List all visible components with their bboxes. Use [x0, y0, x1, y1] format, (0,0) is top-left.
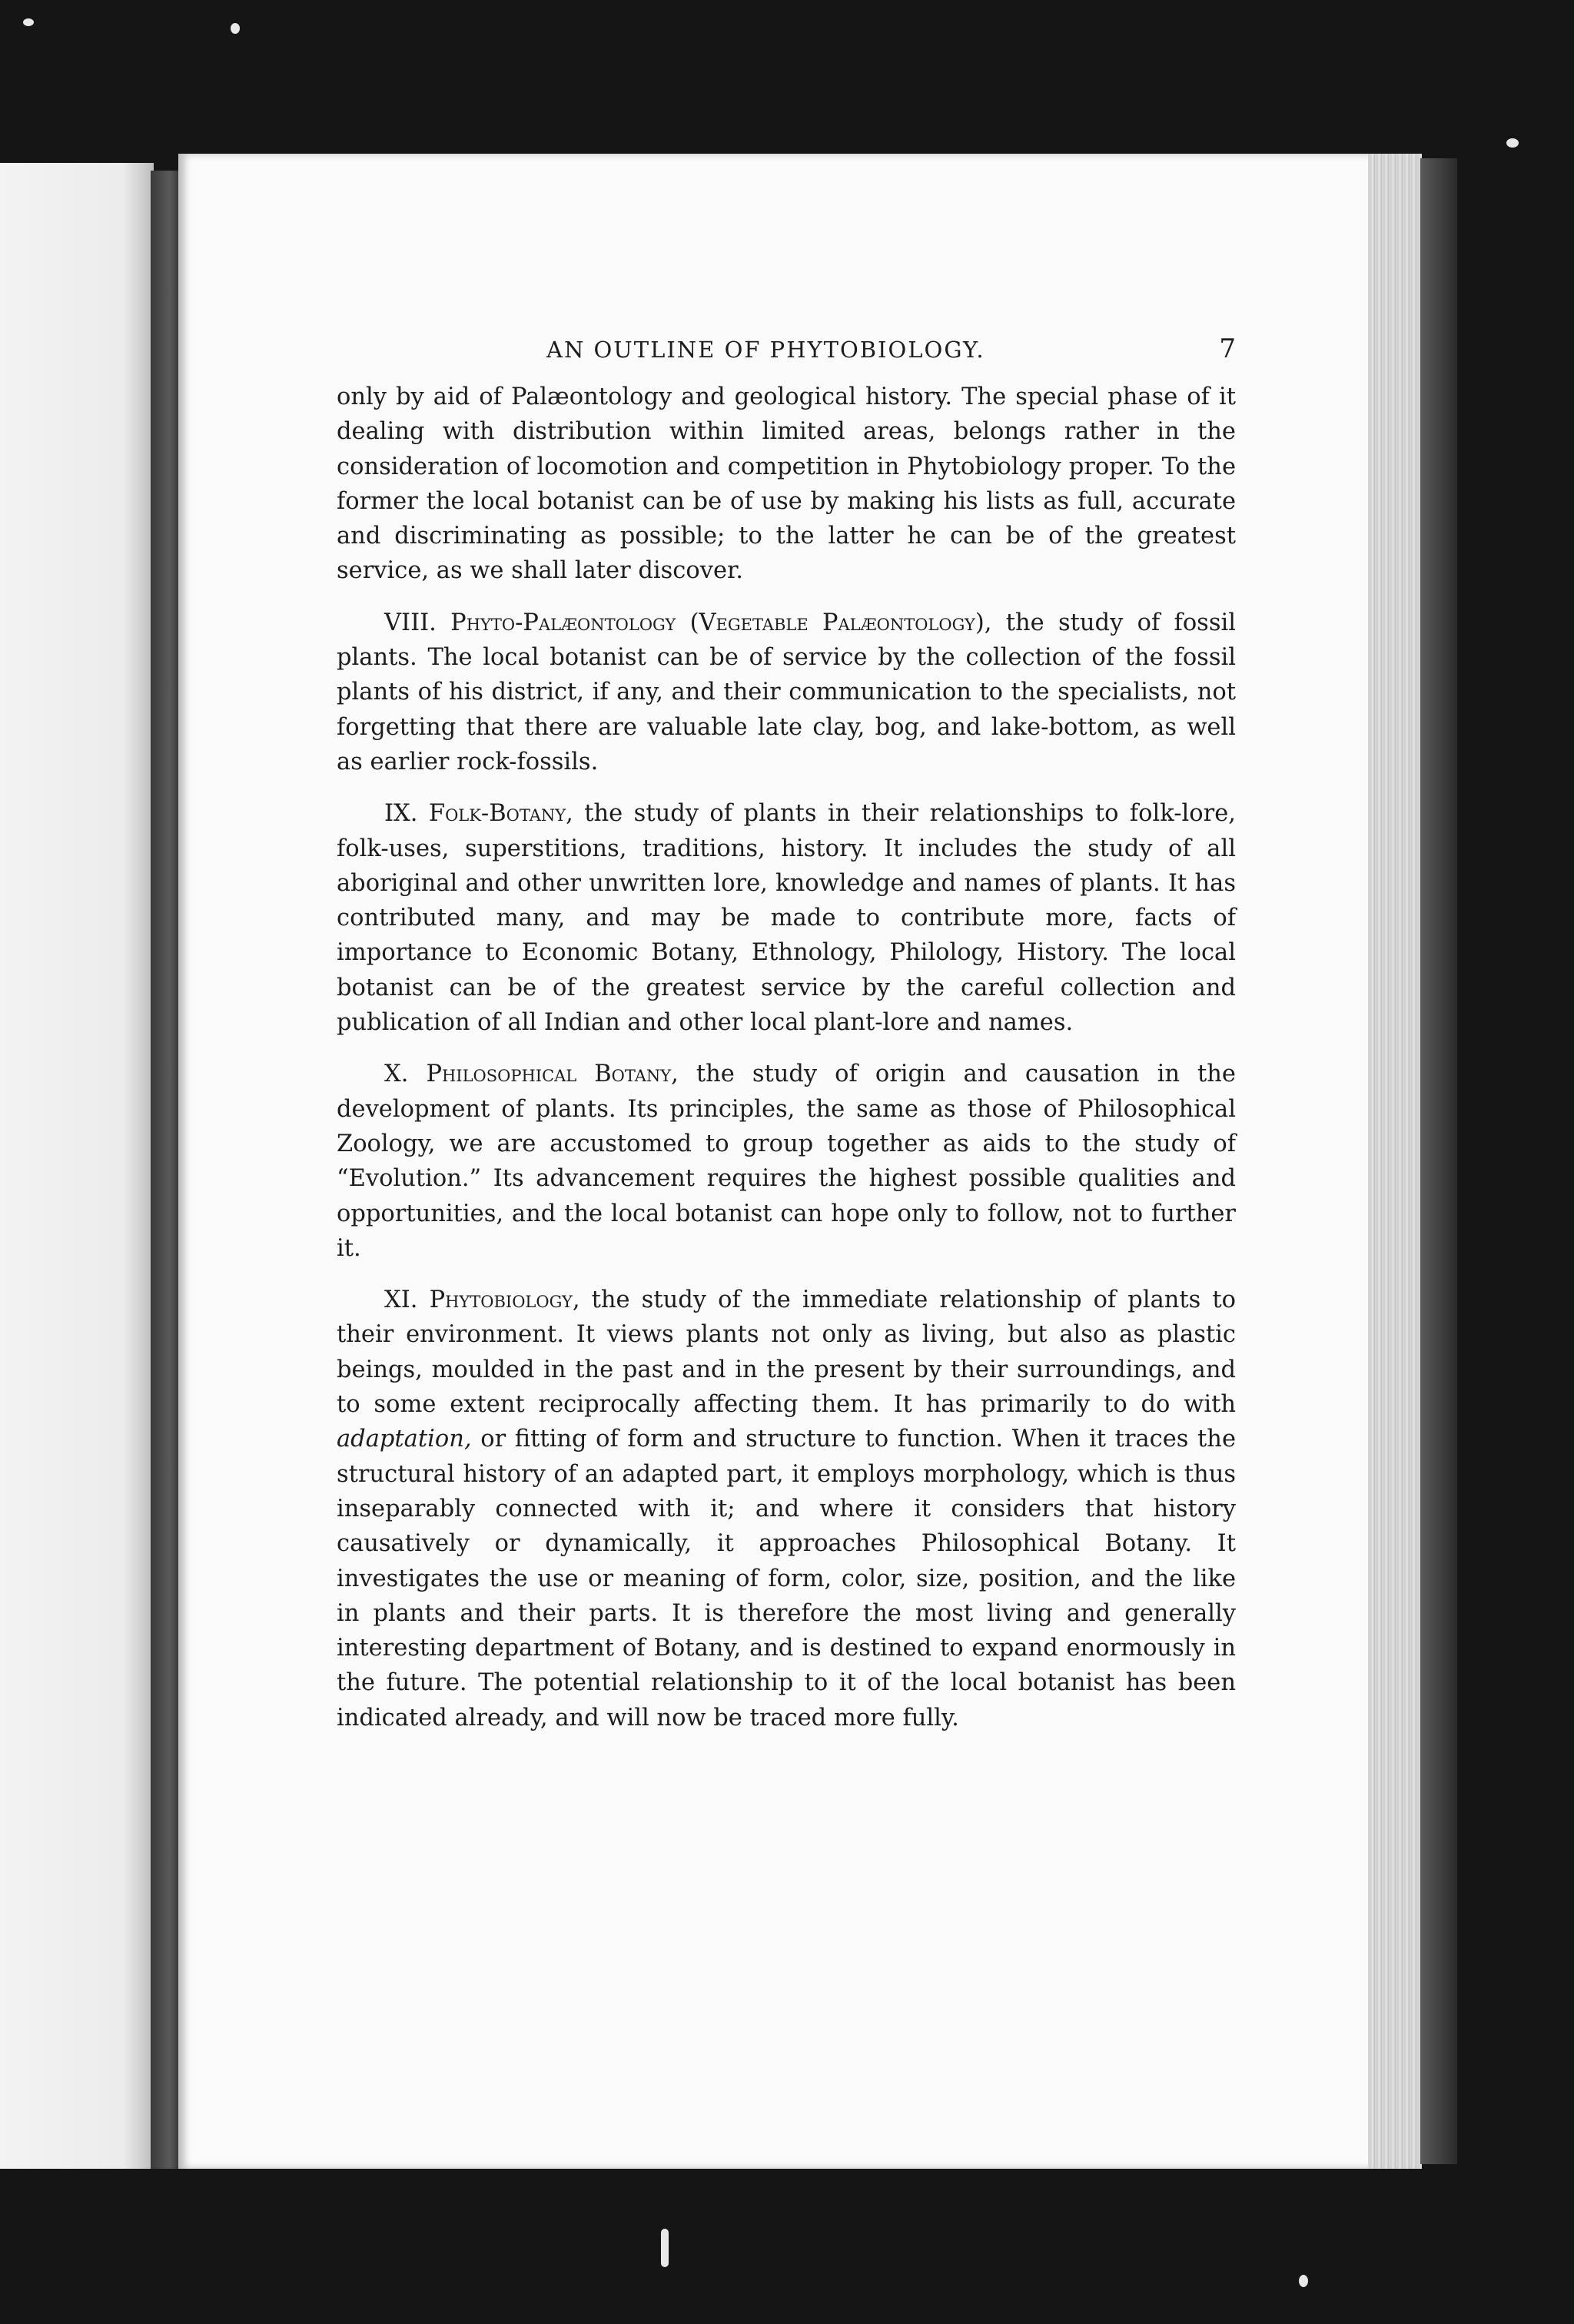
- paragraph-continued: only by aid of Palæontology and geological history. The special phase of it dealing with distribution within limited areas, belongs rather in the consideration of locomotion and competition in Phytobiology proper. To the former the local botanist can be of use by making his lists as full, accurate and discriminating as possible; to the latter he can be of the greatest service, as we shall later discover.: [337, 383, 1236, 585]
- emphasis-term: adaptation,: [337, 1426, 472, 1453]
- section-text: the study of plants in their relationships to folk-lore, folk-uses, superstitions, traditions, history. It includes the study of all aboriginal and other unwritten lore, knowledge and names of plants. It has contributed many, and may be made to contribute more, facts of importance to Economic Botany, Ethnology, Philology, History. The local botanist can be of the greatest service by the careful collection and publication of all Indian and other local plant-lore and names.: [337, 800, 1236, 1037]
- paragraph-ix: [337, 796, 1236, 1040]
- section-heading: Folk-Botany,: [428, 800, 573, 828]
- paragraph-x: [337, 1057, 1236, 1266]
- section-text: the study of the immediate relationship of plants to their environment. It views plants not only as living, but also as plastic beings, moulded in the past and in the present by their surroundings, and to some extent reciprocally affecting them. It has primarily to do with: [337, 1286, 1237, 1419]
- page-stack-edge: [1368, 154, 1422, 2169]
- dust-speck: [661, 2229, 669, 2267]
- section-numeral: XI.: [384, 1286, 418, 1314]
- dust-speck: [1506, 138, 1519, 148]
- section-text: the study of origin and causation in the development of plants. Its principles, the same as those of Philosophical Zoology, we are accustomed to group together as aids to the study of “Evolution.” Its advancement requires the highest possible qualities and opportunities, and the local botanist can hope only to follow, not to further it.: [337, 1061, 1236, 1262]
- dust-speck: [23, 18, 34, 26]
- section-heading: Philosophical Botany,: [426, 1061, 679, 1088]
- book-cover-edge: [1420, 158, 1457, 2164]
- section-text: the study of fossil plants. The local botanist can be of service by the collection of the fossil plants of his district, if any, and their communication to the specialists, not forgetting that there are valuable late clay, bog, and lake-bottom, as well as earlier rock-fossils.: [337, 609, 1236, 775]
- page-number: 7: [1219, 334, 1236, 364]
- section-heading: Phytobiology,: [429, 1286, 580, 1314]
- facing-page-edge: [0, 163, 154, 2169]
- dust-speck: [231, 23, 240, 34]
- paragraph-xi: [337, 1283, 1236, 1735]
- running-title: AN OUTLINE OF PHYTOBIOLOGY.: [546, 337, 985, 363]
- page-text: [337, 332, 1236, 1735]
- section-numeral: X.: [384, 1061, 409, 1088]
- section-text-continued: or fitting of form and structure to function. When it traces the structural history of an adapted part, it employs morphology, which is thus inseparably connected with it; and where it considers that history causatively or dynamically, it approaches Philosophical Botany. It investigates the use or meaning of form, color, size, position, and the like in plants and their parts. It is therefore the most living and generally interesting department of Botany, and is destined to expand enormously in the future. The potential relationship to it of the local botanist has been indicated already, and will now be traced more fully.: [337, 1426, 1237, 1731]
- section-numeral: IX.: [384, 800, 418, 828]
- running-head: [337, 332, 1236, 380]
- section-numeral: VIII.: [384, 609, 437, 636]
- paragraph-viii: [337, 606, 1236, 779]
- section-heading: Phyto-Palæontology (Vegetable Palæontology),: [450, 609, 992, 636]
- dust-speck: [1299, 2275, 1308, 2287]
